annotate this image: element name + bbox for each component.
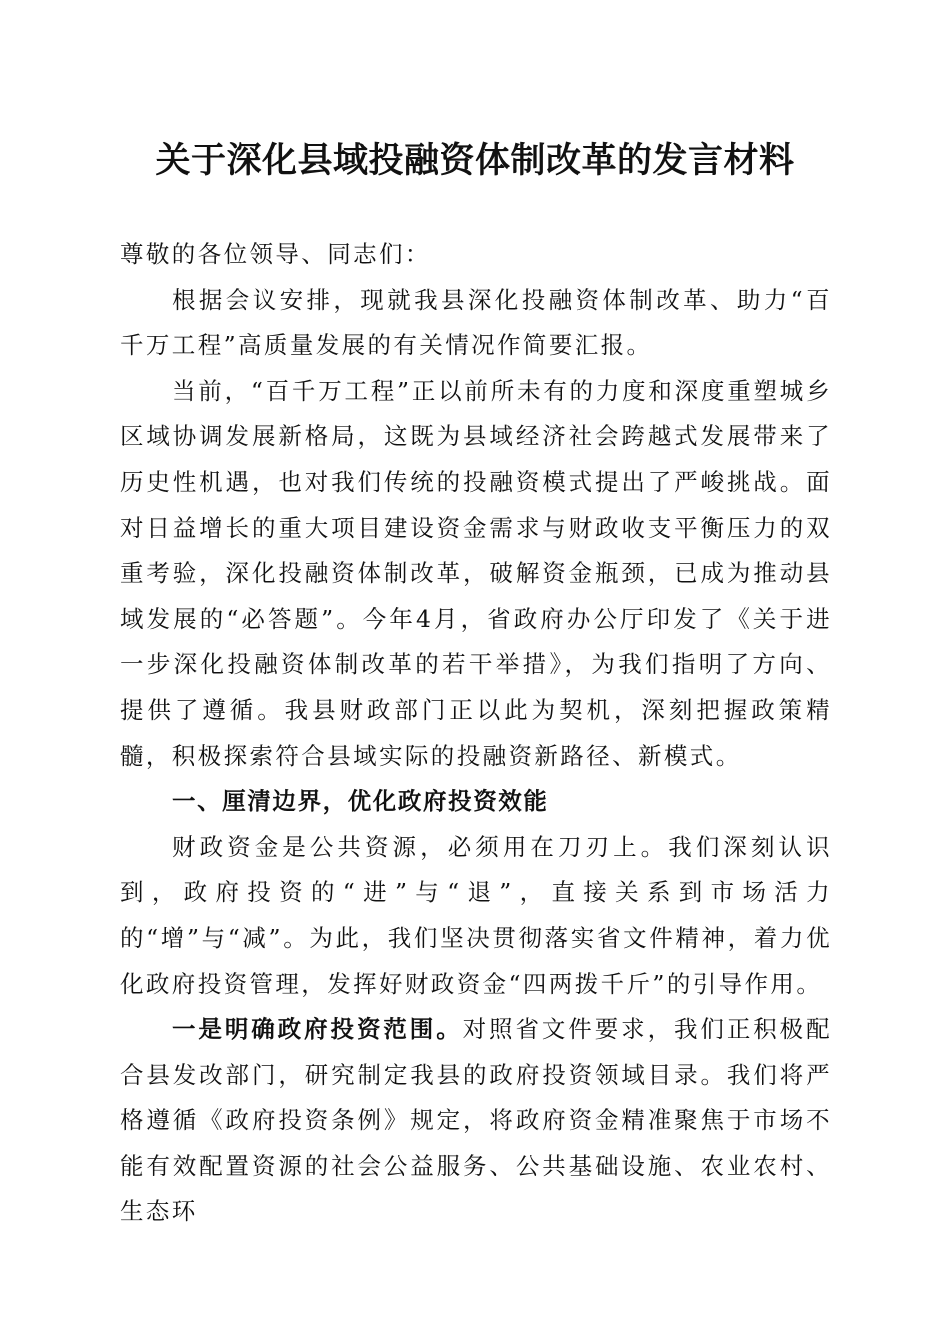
point-one-text: 对照省文件要求，我们正积极配合县发改部门，研究制定我县的政府投资领域目录。我们将严格遵循《政府投资条例》规定，将政府资金精准聚焦于市场不能有效配置资源的社会公益服务、公共基础设施、农业农村、生态环	[120, 1015, 832, 1226]
document-body	[120, 232, 832, 1235]
paragraph-point-one	[120, 1007, 832, 1235]
paragraph-section-intro: 财政资金是公共资源，必须用在刀刃上。我们深刻认识到，政府投资的“进”与“退”，直接关系到市场活力的“增”与“减”。为此，我们坚决贯彻落实省文件精神，着力优化政府投资管理，发挥好财政资金“四两拨千斤”的引导作用。	[120, 832, 832, 998]
paragraph-background: 当前，“百千万工程”正以前所未有的力度和深度重塑城乡区域协调发展新格局，这既为县域经济社会跨越式发展带来了历史性机遇，也对我们传统的投融资模式提出了严峻挑战。面对日益增长的重大项目建设资金需求与财政收支平衡压力的双重考验，深化投融资体制改革，破解资金瓶颈，已成为推动县域发展的“必答题”。今年4月，省政府办公厅印发了《关于进一步深化投融资体制改革的若干举措》，为我们指明了方向、提供了遵循。我县财政部门正以此为契机，深刻把握政策精髓，积极探索符合县域实际的投融资新路径、新模式。	[120, 376, 832, 770]
salutation: 尊敬的各位领导、同志们：	[120, 240, 431, 268]
paragraph-opening: 根据会议安排，现就我县深化投融资体制改革、助力“百千万工程”高质量发展的有关情况作简要汇报。	[120, 285, 832, 360]
section-heading: 一、厘清边界，优化政府投资效能	[172, 787, 549, 816]
point-one-lead: 一是明确政府投资范围。	[172, 1015, 463, 1044]
document-title: 关于深化县域投融资体制改革的发言材料	[155, 140, 795, 181]
